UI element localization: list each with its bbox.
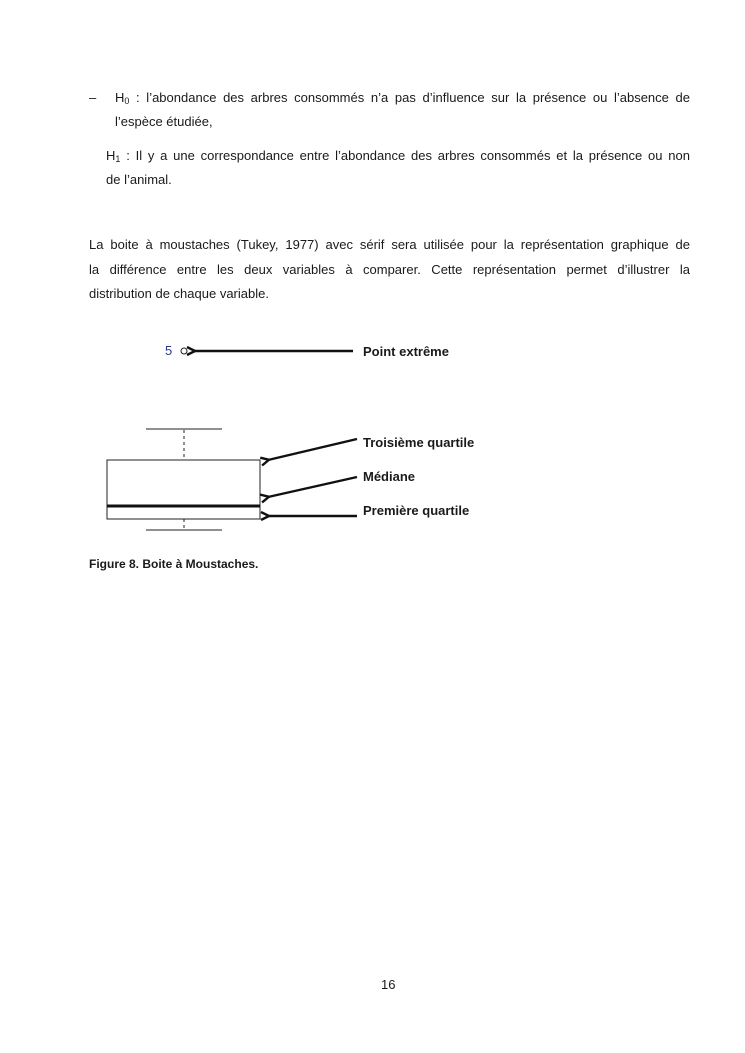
label-q3: Troisième quartile xyxy=(363,435,475,450)
h0-bullet: – xyxy=(89,90,97,105)
page-number: 16 xyxy=(381,977,396,992)
label-outlier: Point extrême xyxy=(363,344,449,359)
h0-symbol: H xyxy=(115,90,125,105)
h1-subscript: 1 xyxy=(115,154,121,164)
figure-caption: Figure 8. Boite à Moustaches. xyxy=(89,557,259,571)
label-median: Médiane xyxy=(363,469,416,484)
h0-line-2: l’espèce étudiée, xyxy=(115,114,213,129)
paragraph-line-1: La boite à moustaches (Tukey, 1977) avec sérif sera utilisée pour la représentation graphique de xyxy=(89,237,690,252)
outlier-value: 5 xyxy=(165,343,173,358)
box-iqr xyxy=(107,460,260,519)
h0-text: : l’abondance des arbres consommés n’a pas d’influence sur la présence ou l’absence de xyxy=(129,90,690,105)
label-q1: Première quartile xyxy=(363,503,470,518)
paragraph-line-2: la différence entre les deux variables à comparer. Cette représentation permet d’illustrer la xyxy=(89,262,690,277)
h1-symbol: H xyxy=(106,148,116,163)
q3-arrow xyxy=(268,439,357,460)
paragraph-line-3: distribution de chaque variable. xyxy=(89,286,269,301)
median-arrow xyxy=(268,477,357,497)
h1-line-2: de l’animal. xyxy=(106,172,172,187)
h1-text: : Il y a une correspondance entre l’abondance des arbres consommés et la présence ou non xyxy=(120,148,690,163)
outlier-point xyxy=(181,348,187,354)
h0-subscript: 0 xyxy=(124,96,130,106)
